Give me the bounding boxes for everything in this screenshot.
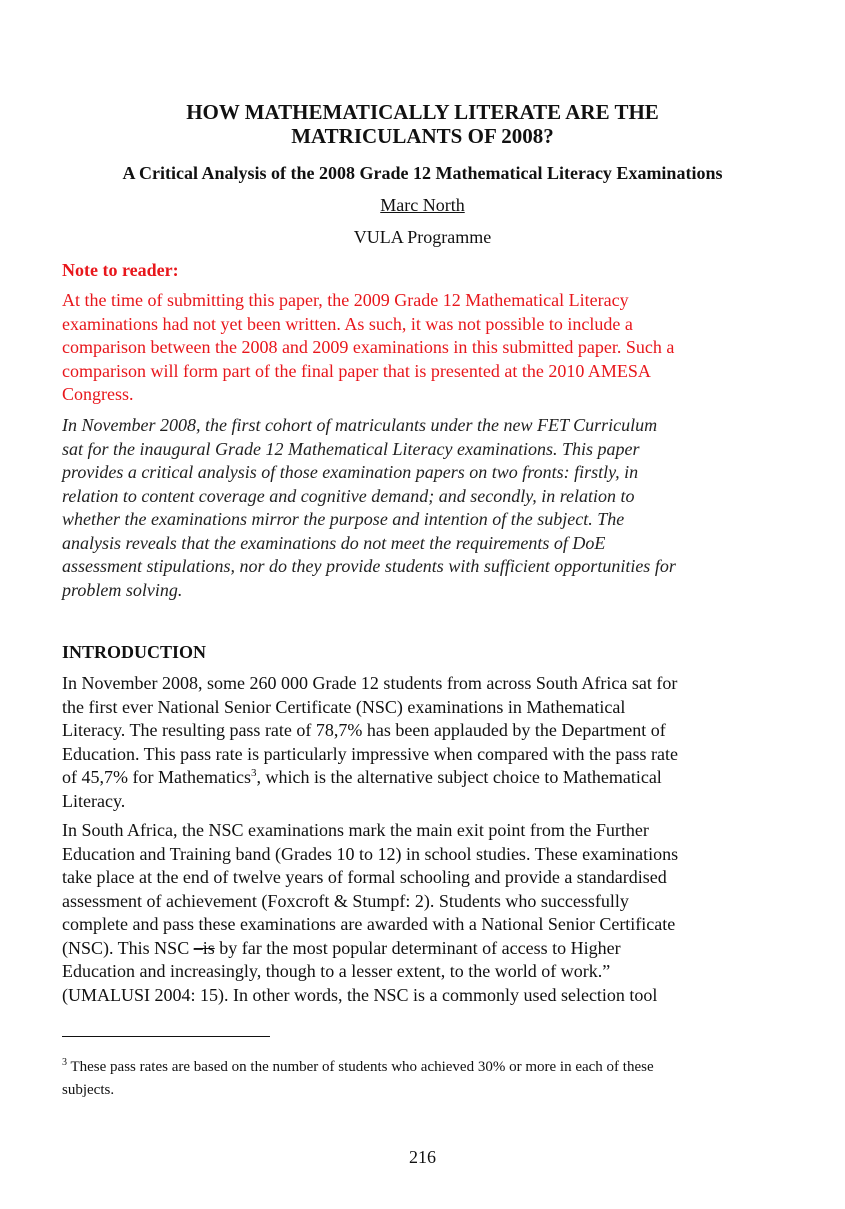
paragraph-line: Literacy. The resulting pass rate of 78,7% has been applauded by the Department of — [62, 720, 666, 740]
page-number: 216 — [409, 1147, 436, 1167]
paragraph-line — [62, 937, 762, 961]
paragraph-line: In South Africa, the NSC examinations mark the main exit point from the Further — [62, 820, 649, 840]
paragraph-text: (NSC). This NSC — [62, 937, 194, 958]
title-line-1: HOW MATHEMATICALLY LITERATE ARE THE — [186, 100, 659, 124]
paper-title — [0, 100, 845, 148]
note-body — [62, 289, 762, 407]
note-line: examinations had not yet been written. As such, it was not possible to include a — [62, 313, 633, 334]
struck-text: –is — [193, 937, 215, 958]
footnote-line: subjects. — [62, 1082, 115, 1098]
footnote-divider — [62, 1036, 270, 1037]
footnote-line — [62, 1056, 762, 1079]
note-line: comparison will form part of the final paper that is presented at the 2010 AMESA — [62, 360, 651, 381]
abstract-line: provides a critical analysis of those examination papers on two fronts: firstly, in — [62, 462, 639, 482]
abstract-line: problem solving. — [62, 579, 183, 600]
paragraph-line: take place at the end of twelve years of formal schooling and provide a standardised — [62, 867, 667, 887]
paragraph-line: (UMALUSI 2004: 15). In other words, the NSC is a commonly used selection tool — [62, 984, 658, 1005]
note-line: Congress. — [62, 384, 134, 404]
paragraph-text: of 45,7% for Mathematics — [62, 767, 251, 787]
note-line: At the time of submitting this paper, the 2009 Grade 12 Mathematical Literacy — [62, 290, 629, 310]
author-name-text: Marc North — [380, 195, 465, 215]
abstract-line: assessment stipulations, nor do they provide students with sufficient opportunities for — [62, 556, 676, 576]
paragraph-text: , which is the alternative subject choice to Mathematical — [256, 767, 662, 787]
note-line: comparison between the 2008 and 2009 examinations in this submitted paper. Such a — [62, 337, 675, 357]
abstract-line: In November 2008, the first cohort of matriculants under the new FET Curriculum — [62, 415, 658, 435]
footnote — [62, 1056, 762, 1102]
footnote-reference[interactable]: 3 — [250, 767, 257, 779]
footnote-text: These pass rates are based on the number of students who achieved 30% or more in each of these — [67, 1059, 654, 1075]
abstract-line: sat for the inaugural Grade 12 Mathematical Literacy examinations. This paper — [62, 438, 640, 459]
paragraph-line: Education and increasingly, though to a lesser extent, to the world of work.” — [62, 961, 611, 981]
abstract — [62, 414, 762, 602]
introduction-heading: INTRODUCTION — [62, 642, 207, 662]
paper-subtitle: A Critical Analysis of the 2008 Grade 12 Mathematical Literacy Examinations — [122, 163, 723, 183]
title-line-2: MATRICULANTS OF 2008? — [291, 124, 554, 148]
paragraph-text: by far the most popular determinant of access to Higher — [214, 937, 621, 958]
abstract-line: analysis reveals that the examinations do not meet the requirements of DoE — [62, 532, 606, 553]
paragraph-line — [62, 766, 762, 790]
footnote-marker: 3 — [62, 1057, 67, 1068]
paragraph-line: Education. This pass rate is particularly impressive when compared with the pass rate — [62, 743, 678, 764]
introduction-paragraph-1 — [62, 672, 762, 813]
paragraph-line: complete and pass these examinations are awarded with a National Senior Certificate — [62, 914, 676, 934]
paragraph-line: the first ever National Senior Certificate (NSC) examinations in Mathematical — [62, 696, 626, 717]
note-heading: Note to reader: — [62, 260, 179, 280]
introduction-paragraph-2 — [62, 819, 762, 1007]
abstract-line: whether the examinations mirror the purpose and intention of the subject. The — [62, 509, 625, 529]
paragraph-line: Education and Training band (Grades 10 to 12) in school studies. These examinations — [62, 843, 679, 864]
author-name — [0, 193, 845, 217]
author-affiliation: VULA Programme — [353, 227, 492, 247]
paragraph-line: assessment of achievement (Foxcroft & Stumpf: 2). Students who successfully — [62, 890, 629, 911]
paragraph-line: In November 2008, some 260 000 Grade 12 students from across South Africa sat for — [62, 673, 678, 693]
abstract-line: relation to content coverage and cognitive demand; and secondly, in relation to — [62, 485, 635, 506]
paragraph-line: Literacy. — [62, 790, 126, 811]
